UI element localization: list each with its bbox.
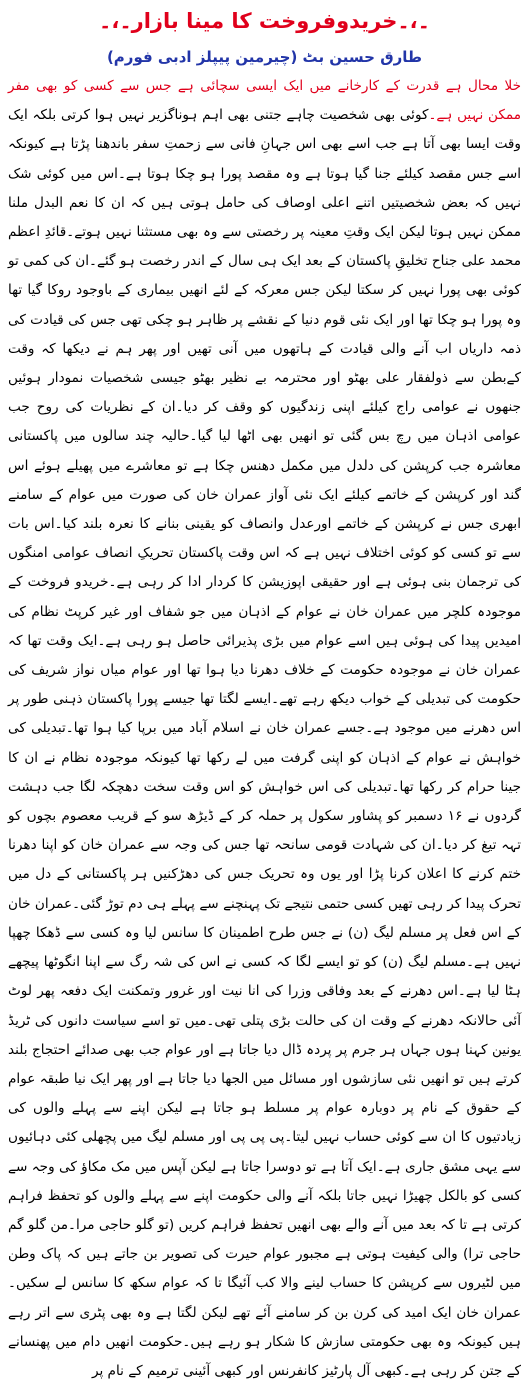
article-byline: طارق حسین بٹ (چیرمین پیپلز ادبی فورم): [106, 48, 423, 66]
article-body: [8, 72, 521, 1386]
article-lead: خلا محال ہے قدرت کے کارخانے میں ایک ایسی سچائی ہے جس سے کسی کو بھی مفر ممکن نہیں ہے۔: [8, 78, 522, 124]
article-headline: ۔،۔خریدوفروخت کا مینا بازار۔،۔: [99, 9, 430, 33]
article-body-text: کوئی بھی شخصیت چاہے جتنی بھی اہم ہوناگزیر نہیں ہوا کرتی بلکہ ایک وقت ایسا بھی آتا ہے جب اسے بھی اس جہانِ فانی سے زحمتِ سفر باندھنا پڑتا ہے کیونکہ اسے جس مقصد کیلئے جنا گیا ہوتا ہے وہ مقصد پورا ہو چکا ہوتا ہے۔اس میں کوئی شک نہیں کہ بعض شخصیتیں اتنے اعلی اوصاف کی حامل ہوتی ہیں کہ ان کا نعم البدل ملنا ممکن نہیں ہوتا لیکن ایک وقتِ معینہ پر رخصتی سے وہ بھی مستثنا نہیں ہوتے۔قائدِ اعظم محمد علی جناح تخلیقِ پاکستان کے بعد ایک ہی سال کے اندر رخصت ہو گئے۔ان کی کمی تو کوئی بھی پورا نہیں کر سکتا لیکن جس معرکہ کے لئے انھیں بیماری کے باوجود روکا گیا تھا وہ پورا ہو چکا تھا اور ایک نئی قوم دنیا کے نقشے پر ظاہر ہو چکی تھی جس کی قیادت کی ذمہ داریاں اب آنے والی قیادت کے ہاتھوں میں آنی تھیں اور پھر ہم نے دیکھا کہ وقت کےبطن سے ذولفقار علی بھٹو اور محترمہ بے نظیر بھٹو جیسی شخصیات نمودار ہوئیں جنھوں نے عوامی راج کیلئے اپنی زندگیوں کو وقف کر دیا۔ان کے نظریات کی روح جب عوامی اذہان میں رچ بس گئی تو انھیں بھی اٹھا لیا گیا۔حالیہ چند سالوں میں پاکستانی معاشرہ جب کرپشن کی دلدل میں مکمل دھنس چکا ہے تو معاشرے میں پھیلے ہوئے اس گند اور کرپشن کے خاتمے کیلئے ایک نئی آواز عمران خان کی صورت میں عوام کے سامنے ابھری جس نے کرپشن کے خاتمے اورعدل وانصاف کو یقینی بنانے کا نعرہ بلند کیا۔اس بات سے تو کسی کو کوئی اختلاف نہیں ہے کہ اس وقت پاکستان تحریکِ انصاف عوامی امنگوں کی ترجمان بنی ہوئی ہے اور حقیقی اپوزیشن کا کردار ادا کر رہی ہے۔خریدو فروخت کے موجودہ کلچر میں عمران خان نے عوام کے اذہان میں جو شفاف اور غیر کرپٹ نظام کی امیدیں پیدا کی ہوئی ہیں اسے عوام میں بڑی پذیرائی حاصل ہو رہی ہے۔ایک وقت تھا کہ عمران خان نے موجودہ حکومت کے خلاف دھرنا دیا ہوا تھا اور عوام میاں نواز شریف کی حکومت کی تبدیلی کے خواب دیکھ رہے تھے۔ایسے لگتا تھا جیسے پورا پاکستان ذہنی طور پر اس دھرنے میں موجود ہے۔جسے عمران خان نے اسلام آباد میں برپا کیا ہوا تھا۔تبدیلی کی خواہش نے عوام کے اذہان کو اپنی گرفت میں لے رکھا تھا کیونکہ موجودہ نظام نے ان کا جینا حرام کر رکھا تھا۔تبدیلی کی اس خواہش کو اس وقت سخت دھچکہ لگا جب دہشت گردوں نے ۱۶ دسمبر کو پشاور سکول پر حملہ کر کے ڈیڑھ سو کے قریب معصوم بچوں کو تہہ تیغ کر دیا۔ان کی شہادت قومی سانحہ تھا جس کی وجہ سے عمران خان کو اپنا دھرنا ختم کرنے کا اعلان کرنا پڑا اور یوں وہ تحریک جس کی دھڑکنیں ہر پاکستانی کے دل میں تحرک پیدا کر رہی تھیں کسی حتمی نتیجے تک پہنچنے سے پہلے ہی دم توڑ گئی۔عمران خان کے اس فعل پر مسلم لیگ (ن) نے جس طرح اطمینان کا سانس لیا وہ کسی سے ڈھکا چھپا نہیں ہے۔مسلم لیگ (ن) کو تو ایسے لگا کہ کسی نے اس کی شہ رگ سے اپنا انگوٹھا پیچھے ہٹا لیا ہے۔اس دھرنے کے بعد وفاقی وزرا کی انا نیت اور غرور وتمکنت ایک دفعہ پھر لوٹ آئی حالانکہ دھرنے کے وقت ان کی حالت بڑی پتلی تھی۔میں تو اسے سیاست دانوں کی ٹریڈ یونین کہنا ہوں جہاں ہر جرم پر پردہ ڈال دیا جاتا ہے اور عوام جب بھی صدائے احتجاج بلند کرتے ہیں تو انھیں نئی سازشوں اور مسائل میں الجھا دیا جاتا ہے اور پھر ایک نیا طبقہ عوام کے حقوق کے نام پر دوبارہ عوام پر مسلط ہو جاتا ہے لیکن اپنے سے پہلے والوں کی زیادتیوں کا ان سے کوئی حساب نہیں لیتا۔پی پی پی اور مسلم لیگ میں پچھلی کئی دہائیوں سے یہی مشق جاری ہے۔ایک آتا ہے تو دوسرا جاتا ہے لیکن آپس میں مک مکاؤ کی وجہ سے کسی کو بالکل چھیڑا نہیں جاتا بلکہ آنے والی حکومت اپنے سے پہلے والوں کو تحفظ فراہم کرتی ہے تا کہ بعد میں آنے والے بھی انھیں تحفظ فراہم کریں (تو گلو حاجی مرا۔من گلو گم حاجی ترا) والی کیفیت ہوتی ہے مجبور عوام حیرت کی تصویر بن جاتے ہیں کہ پاک وطن میں لٹیروں سے کرپشن کا حساب لینے والا کب آئیگا تا کہ عوام سکھ کا سانس لے سکیں۔عمران خان ایک امید کی کرن بن کر سامنے آئے تھے لیکن لگتا ہے وہ بھی پٹری سے اتر رہے ہیں کیونکہ وہ بھی حکومتی سازش کا شکار ہو رہے ہیں۔حکومت انھیں دام میں پھنسانے کے جتن کر رہی ہے۔کبھی آل پارٹیز کانفرنس اور کبھی آئینی ترمیم کے نام پر: [8, 107, 522, 1379]
